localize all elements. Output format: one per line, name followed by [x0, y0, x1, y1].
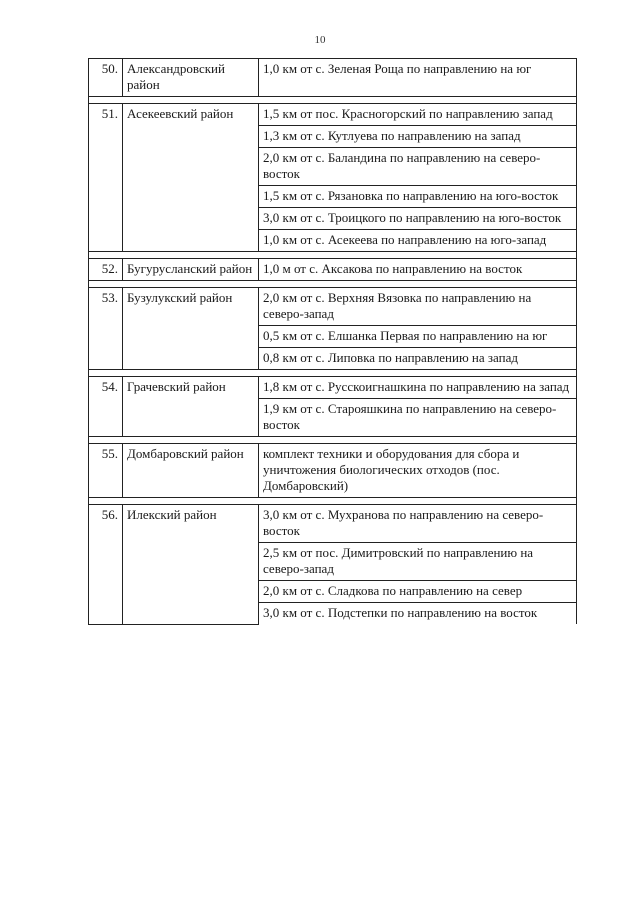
location-description: 1,3 км от с. Кутлуева по направлению на запад [259, 126, 577, 148]
district-name: Илекский район [123, 505, 259, 625]
location-description: 2,0 км от с. Верхняя Вязовка по направлению на северо-запад [259, 288, 577, 326]
location-description: 1,5 км от пос. Красногорский по направлению запад [259, 104, 577, 126]
row-separator [89, 97, 577, 104]
district-name: Асекеевский район [123, 104, 259, 252]
row-number: 51. [89, 104, 123, 252]
location-description: 2,0 км от с. Баландина по направлению на северо-восток [259, 148, 577, 186]
districts-table [88, 58, 577, 625]
table-row [89, 444, 577, 498]
row-number: 56. [89, 505, 123, 625]
district-name: Бугурусланский район [123, 259, 259, 281]
separator-cell [89, 370, 577, 377]
location-description: 0,5 км от с. Елшанка Первая по направлению на юг [259, 326, 577, 348]
table-row [89, 259, 577, 281]
location-description: 0,8 км от с. Липовка по направлению на запад [259, 348, 577, 370]
separator-cell [89, 252, 577, 259]
table-row [89, 59, 577, 97]
location-description: 1,9 км от с. Старояшкина по направлению на северо-восток [259, 399, 577, 437]
location-description: 1,8 км от с. Русскоигнашкина по направлению на запад [259, 377, 577, 399]
row-number: 52. [89, 259, 123, 281]
location-description: 1,0 км от с. Асекеева по направлению на юго-запад [259, 230, 577, 252]
location-description: 1,0 км от с. Зеленая Роща по направлению на юг [259, 59, 577, 97]
location-description: 1,5 км от с. Рязановка по направлению на юго-восток [259, 186, 577, 208]
row-number: 54. [89, 377, 123, 437]
table-row [89, 288, 577, 326]
page-number: 10 [314, 34, 326, 46]
row-number: 50. [89, 59, 123, 97]
table-row [89, 377, 577, 399]
separator-cell [89, 437, 577, 444]
table-row [89, 104, 577, 126]
separator-cell [89, 498, 577, 505]
location-description: 3,0 км от с. Подстепки по направлению на восток [259, 603, 577, 625]
row-separator [89, 498, 577, 505]
table-row [89, 505, 577, 543]
row-separator [89, 437, 577, 444]
location-description: 1,0 м от с. Аксакова по направлению на восток [259, 259, 577, 281]
separator-cell [89, 97, 577, 104]
location-description: 3,0 км от с. Мухранова по направлению на северо-восток [259, 505, 577, 543]
row-number: 55. [89, 444, 123, 498]
location-description: 2,0 км от с. Сладкова по направлению на север [259, 581, 577, 603]
location-description: комплект техники и оборудования для сбора и уничтожения биологических отходов (пос. Домбаровский) [259, 444, 577, 498]
table-body [89, 59, 577, 625]
district-name: Бузулукский район [123, 288, 259, 370]
separator-cell [89, 281, 577, 288]
location-description: 2,5 км от пос. Димитровский по направлению на северо-запад [259, 543, 577, 581]
row-separator [89, 370, 577, 377]
row-number: 53. [89, 288, 123, 370]
district-name: Александровский район [123, 59, 259, 97]
district-name: Грачевский район [123, 377, 259, 437]
location-description: 3,0 км от с. Троицкого по направлению на юго-восток [259, 208, 577, 230]
row-separator [89, 252, 577, 259]
row-separator [89, 281, 577, 288]
district-name: Домбаровский район [123, 444, 259, 498]
